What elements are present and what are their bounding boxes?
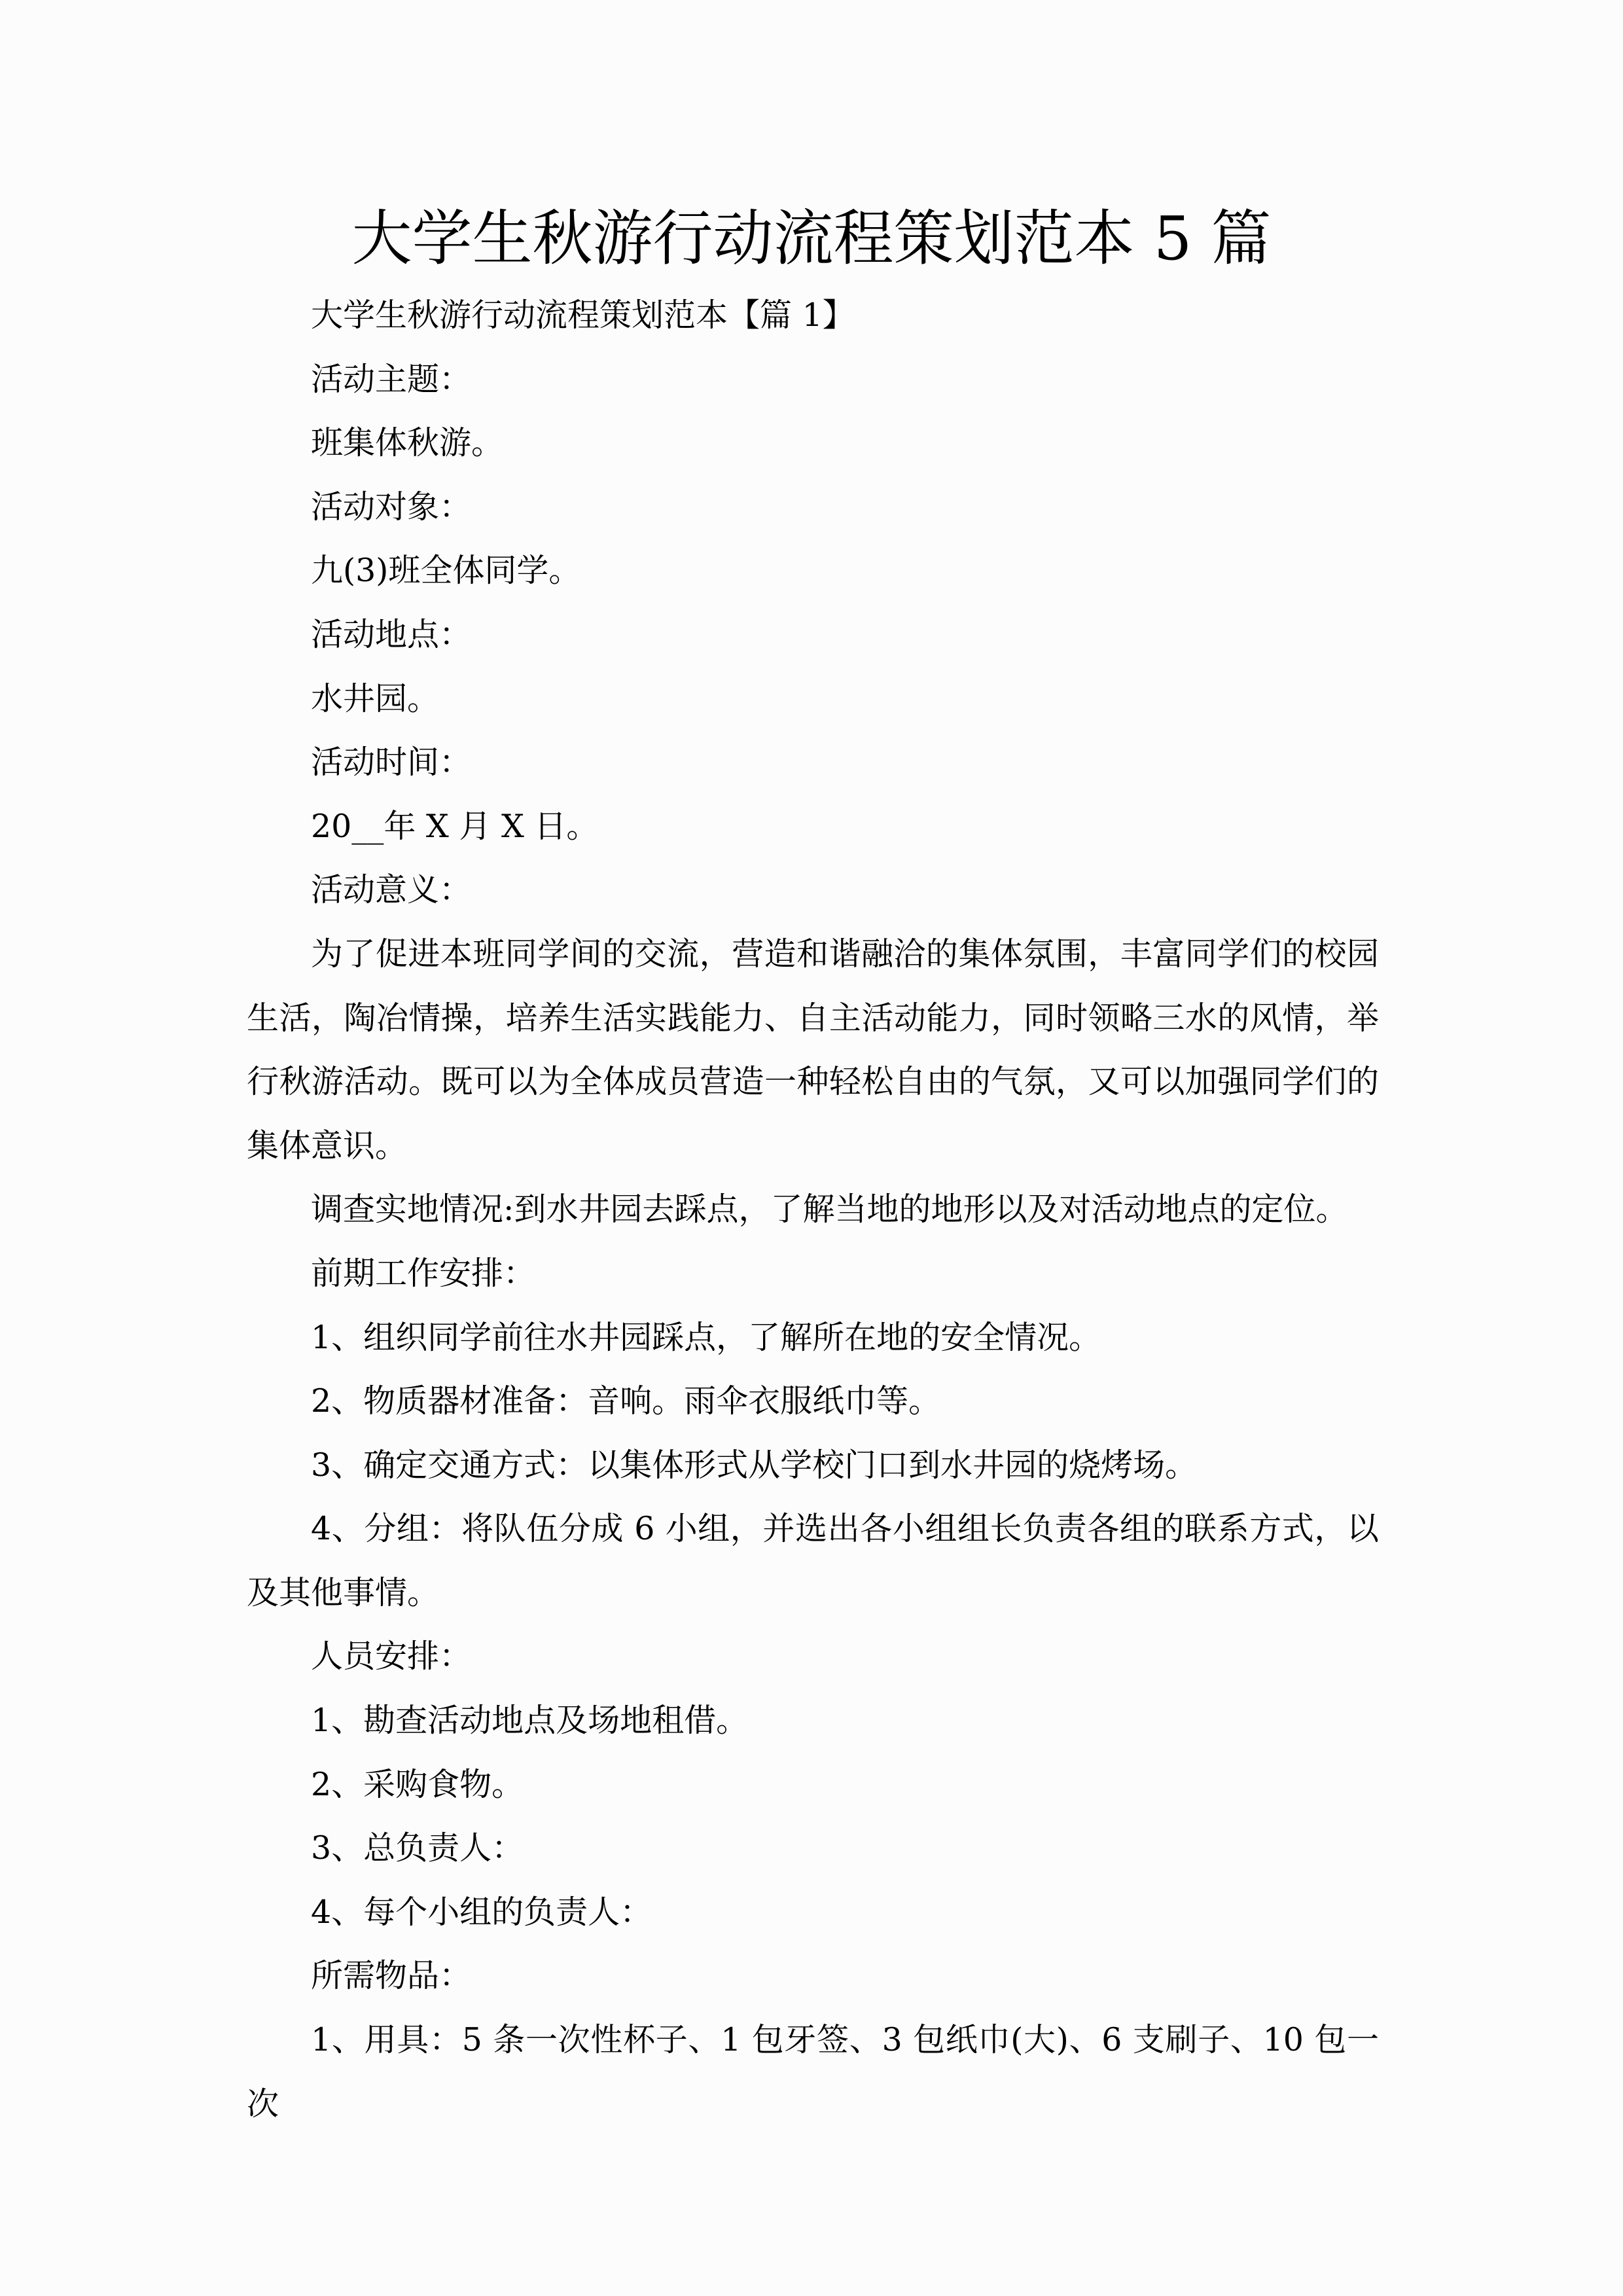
label-staffing: 人员安排： bbox=[311, 1638, 472, 1676]
list-item: 2、物质器材准备：音响。雨伞衣服纸巾等。 bbox=[311, 1382, 941, 1420]
list-item: 2、采购食物。 bbox=[311, 1765, 524, 1803]
label-required-items: 所需物品： bbox=[311, 1957, 472, 1995]
label-activity-time: 活动时间： bbox=[311, 744, 472, 781]
document-title: 大学生秋游行动流程策划范本 5 篇 bbox=[351, 204, 1272, 274]
list-item: 1、组织同学前往水井园踩点，了解所在地的安全情况。 bbox=[311, 1318, 1101, 1356]
label-activity-significance: 活动意义： bbox=[311, 871, 472, 909]
value-activity-location: 水井园。 bbox=[311, 679, 440, 717]
value-activity-theme: 班集体秋游。 bbox=[311, 424, 504, 462]
label-preparation: 前期工作安排： bbox=[311, 1254, 536, 1292]
paragraph-activity-significance: 为了促进本班同学间的交流，营造和谐融洽的集体氛围，丰富同学们的校园生活，陶冶情操，培养生活实践能力、自主活动能力，同时领略三水的风情，举行秋游活动。既可以为全体成员营造一种轻松自由的气氛，又可以加强同学们的集体意识。 bbox=[247, 935, 1379, 1164]
list-item: 4、每个小组的负责人： bbox=[311, 1893, 652, 1931]
paragraph-site-survey: 调查实地情况:到水井园去踩点，了解当地的地形以及对活动地点的定位。 bbox=[311, 1191, 1348, 1229]
list-item: 3、确定交通方式：以集体形式从学校门口到水井园的烧烤场。 bbox=[311, 1446, 1198, 1484]
value-activity-target: 九(3)班全体同学。 bbox=[311, 552, 581, 590]
list-item: 1、勘查活动地点及场地租借。 bbox=[311, 1702, 749, 1740]
list-item: 3、总负责人： bbox=[311, 1829, 524, 1867]
document-body bbox=[247, 283, 1379, 2136]
value-activity-time: 20__年 X 月 X 日。 bbox=[311, 807, 599, 845]
label-activity-location: 活动地点： bbox=[311, 615, 472, 653]
list-item: 1、用具：5 条一次性杯子、1 包牙签、3 包纸巾(大)、6 支刷子、10 包一次 bbox=[247, 2021, 1379, 2123]
section-heading: 大学生秋游行动流程策划范本【篇 1】 bbox=[311, 296, 855, 334]
list-item: 4、分组：将队伍分成 6 小组，并选出各小组组长负责各组的联系方式，以及其他事情。 bbox=[247, 1510, 1379, 1611]
label-activity-theme: 活动主题： bbox=[311, 360, 472, 398]
label-activity-target: 活动对象： bbox=[311, 488, 472, 526]
